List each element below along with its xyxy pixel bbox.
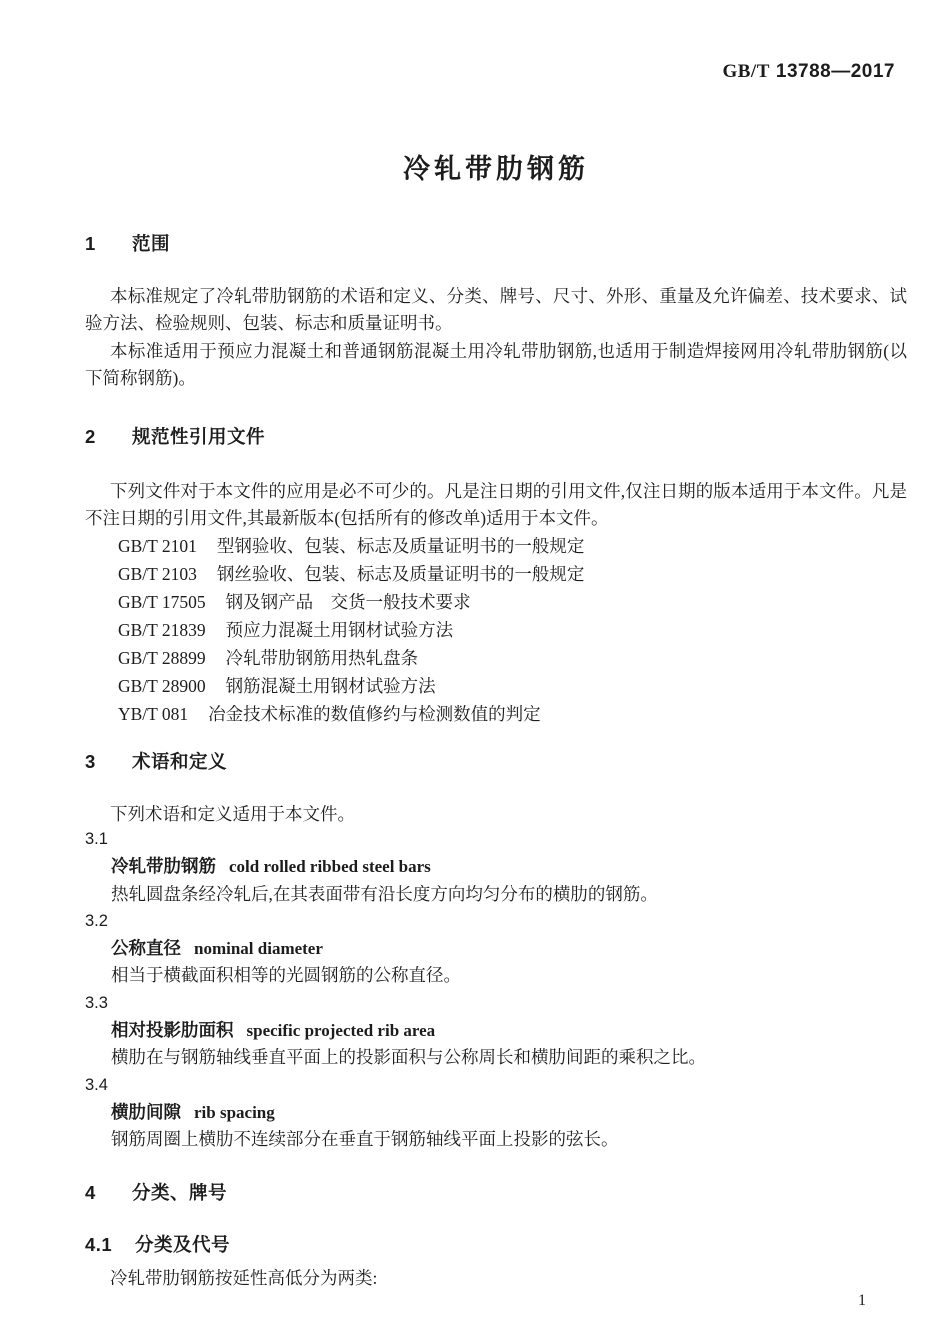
reference-item — [85, 644, 907, 672]
term-number: 3.2 — [85, 911, 108, 930]
term-number: 3.4 — [85, 1075, 108, 1094]
terms-intro-paragraph: 下列术语和定义适用于本文件。 — [110, 804, 355, 824]
reference-title: 冶金技术标准的数值修约与检测数值的判定 — [208, 704, 541, 724]
section-2-body — [85, 478, 907, 533]
page-number: 1 — [858, 1292, 866, 1309]
term-name-en: cold rolled ribbed steel bars — [229, 857, 431, 877]
section-4-1-title: 分类及代号 — [135, 1234, 231, 1255]
reference-title: 钢丝验收、包装、标志及质量证明书的一般规定 — [216, 564, 585, 584]
term-number: 3.3 — [85, 993, 108, 1012]
terms-intro — [85, 801, 907, 828]
section-4-body — [85, 1265, 907, 1292]
term-name — [85, 853, 907, 880]
references-intro-paragraph: 下列文件对于本文件的应用是必不可少的。凡是注日期的引用文件,仅注日期的版本适用于本文件。凡是不注日期的引用文件,其最新版本(包括所有的修改单)适用于本文件。 — [85, 481, 907, 529]
scope-paragraph-2: 本标准适用于预应力混凝土和普通钢筋混凝土用冷轧带肋钢筋,也适用于制造焊接网用冷轧带肋钢筋(以下简称钢筋)。 — [85, 340, 907, 389]
term-number: 3.1 — [85, 830, 108, 848]
reference-code: GB/T 2101 — [118, 536, 197, 556]
terms-list — [85, 826, 907, 1154]
reference-code: YB/T 081 — [118, 704, 189, 724]
term-definition: 横肋在与钢筋轴线垂直平面上的投影面积与公称周长和横肋间距的乘积之比。 — [111, 1047, 706, 1068]
term-definition: 钢筋周圈上横肋不连续部分在垂直于钢筋轴线平面上投影的弦长。 — [111, 1129, 619, 1150]
reference-title: 钢筋混凝土用钢材试验方法 — [225, 676, 436, 696]
reference-item — [85, 532, 907, 560]
section-3-heading — [85, 748, 227, 774]
reference-code: GB/T 17505 — [118, 592, 206, 612]
section-4-title: 分类、牌号 — [132, 1182, 228, 1203]
section-4-1-number: 4.1 — [85, 1234, 113, 1255]
references-list — [85, 532, 907, 728]
section-1-body — [85, 283, 907, 393]
standard-code-prefix: GB/T — [722, 61, 770, 82]
term-name-zh: 横肋间隙 — [111, 1101, 181, 1122]
section-4-number: 4 — [85, 1182, 96, 1203]
reference-item — [85, 560, 907, 588]
section-1-number: 1 — [85, 233, 96, 254]
standard-code-number: 13788—2017 — [775, 61, 895, 82]
term-name-zh: 相对投影肋面积 — [111, 1020, 234, 1041]
section-4-heading — [85, 1179, 227, 1205]
section-1-title: 范围 — [132, 233, 171, 254]
term-name — [85, 1017, 907, 1044]
term-name-en: specific projected rib area — [246, 1021, 436, 1041]
classification-paragraph: 冷轧带肋钢筋按延性高低分为两类: — [110, 1268, 378, 1288]
reference-item — [85, 588, 907, 616]
reference-title: 冷轧带肋钢筋用热轧盘条 — [225, 648, 419, 668]
reference-title: 型钢验收、包装、标志及质量证明书的一般规定 — [216, 536, 585, 556]
reference-code: GB/T 28899 — [118, 648, 206, 668]
term-name-zh: 冷轧带肋钢筋 — [111, 856, 216, 877]
term-name-en: rib spacing — [194, 1102, 275, 1122]
section-2-title: 规范性引用文件 — [132, 426, 266, 447]
reference-title: 钢及钢产品 交货一般技术要求 — [225, 592, 471, 612]
reference-code: GB/T 2103 — [118, 564, 197, 584]
section-1-heading — [85, 230, 170, 256]
term-definition: 相当于横截面积相等的光圆钢筋的公称直径。 — [111, 965, 461, 986]
standard-code — [722, 61, 895, 83]
section-3-title: 术语和定义 — [132, 751, 228, 772]
reference-code: GB/T 21839 — [118, 620, 206, 640]
reference-item — [85, 616, 907, 644]
reference-code: GB/T 28900 — [118, 676, 206, 696]
reference-item — [85, 672, 907, 700]
term-name — [85, 1099, 907, 1126]
term-name-zh: 公称直径 — [111, 938, 181, 959]
term-name — [85, 935, 907, 962]
reference-title: 预应力混凝土用钢材试验方法 — [225, 620, 454, 640]
section-2-heading — [85, 423, 265, 449]
term-definition: 热轧圆盘条经冷轧后,在其表面带有沿长度方向均匀分布的横肋的钢筋。 — [111, 883, 658, 904]
scope-paragraph-1: 本标准规定了冷轧带肋钢筋的术语和定义、分类、牌号、尺寸、外形、重量及允许偏差、技术要求、试验方法、检验规则、包装、标志和质量证明书。 — [85, 286, 907, 334]
document-title: 冷轧带肋钢筋 — [403, 154, 589, 184]
section-3-number: 3 — [85, 751, 96, 772]
section-2-number: 2 — [85, 426, 96, 447]
term-name-en: nominal diameter — [194, 939, 323, 959]
section-4-1-heading — [85, 1231, 230, 1257]
reference-item — [85, 700, 907, 728]
